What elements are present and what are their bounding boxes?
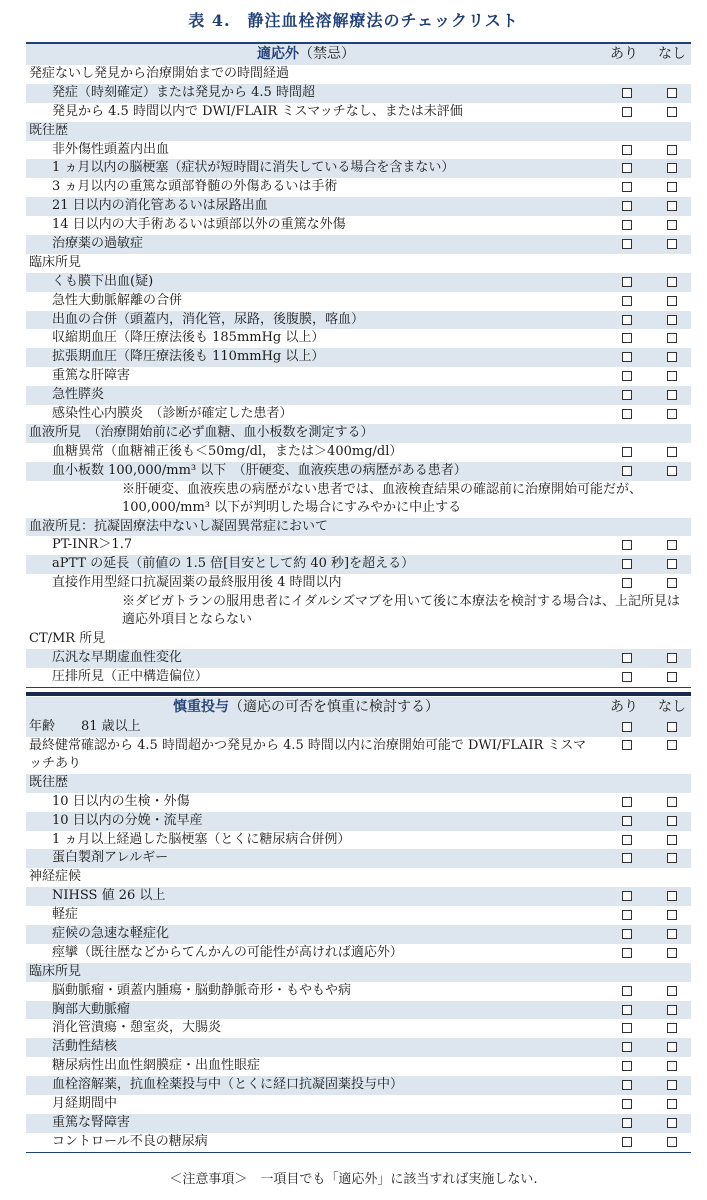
checkbox-yes[interactable] [622,333,632,343]
checkbox-no[interactable] [667,853,677,863]
item-label: 10 日以内の生検・外傷 [52,793,190,809]
category-row [26,868,691,887]
checkbox-no[interactable] [667,578,677,588]
checkbox-yes[interactable] [622,853,632,863]
checkbox-yes[interactable] [622,1061,632,1071]
section-header [26,44,691,65]
item-label: 糖尿病性出血性網膜症・出血性眼症 [52,1058,261,1074]
checklist-item [26,536,691,555]
category-row [26,518,691,537]
checkbox-no[interactable] [667,182,677,192]
checkbox-no[interactable] [667,1061,677,1071]
item-label: 21 日以内の消化管あるいは尿路出血 [52,198,268,214]
checkbox-no[interactable] [667,107,677,117]
item-label: 蛋白製剤アレルギー [52,850,169,866]
checklist-item [26,1076,691,1095]
checklist-item [26,1019,691,1038]
item-label: CT/MR 所見 [29,631,106,647]
checklist-item [26,386,691,405]
checkbox-yes[interactable] [622,315,632,325]
checklist-item [26,1001,691,1020]
checkbox-no[interactable] [667,163,677,173]
checkbox-yes[interactable] [622,447,632,457]
section-heading-strong: 慎重投与 [173,699,229,715]
item-label: 急性大動脈解離の合併 [52,292,183,308]
item-label: PT-INR＞1.7 [52,537,133,553]
checklist-item [26,1095,691,1114]
checkbox-yes[interactable] [622,1005,632,1015]
note-row [26,593,691,630]
checklist-item [26,462,691,481]
checkbox-yes[interactable] [622,1118,632,1128]
checkbox-no[interactable] [667,891,677,901]
item-label: 血小板数 100,000/mm³ 以下 （肝硬変、血液疾患の病歴がある患者） [52,462,467,478]
item-label: コントロール不良の糖尿病 [52,1133,208,1149]
checkbox-no[interactable] [667,1080,677,1090]
item-label: 治療薬の過敏症 [52,236,144,252]
category-row [26,424,691,443]
item-label: 臨床所見 [29,963,82,979]
checkbox-yes[interactable] [622,986,632,996]
checkbox-no[interactable] [667,333,677,343]
checkbox-yes[interactable] [622,296,632,306]
checklist-item [26,84,691,103]
checkbox-no[interactable] [667,277,677,287]
checkbox-yes[interactable] [622,1042,632,1052]
item-label: 軽症 [52,907,79,923]
checkbox-no[interactable] [667,1042,677,1052]
checkbox-no[interactable] [667,409,677,419]
item-label: 症候の急速な軽症化 [52,926,170,942]
checklist-item [26,1038,691,1057]
checkbox-no[interactable] [667,447,677,457]
item-label: 収縮期血圧（降圧療法後も 185mmHg 以上） [52,330,325,346]
checklist-item [26,737,691,774]
item-label: 1 ヵ月以内の脳梗塞（症状が短時間に消失している場合を含まない） [52,160,455,176]
item-label: 血液所見 （治療開始前に必ず血糖、血小板数を測定する） [29,424,374,440]
item-label: 消化管潰瘍・憩室炎，大腸炎 [52,1020,222,1036]
checkbox-no[interactable] [667,929,677,939]
item-label: ※ダビガトランの服用患者にイダルシズマブを用いて後に本療法を検討する場合は、上記所見は適応外項目とならない [122,594,681,628]
checklist-item [26,718,691,737]
checklist-item [26,216,691,235]
checklist-item [26,1057,691,1076]
checklist-item [26,925,691,944]
item-label: 10 日以内の分娩・流早産 [52,812,203,828]
category-row [26,254,691,273]
item-label: 年齢 81 歳以上 [29,719,141,734]
checklist-item [26,443,691,462]
checkbox-yes[interactable] [622,578,632,588]
checkbox-yes[interactable] [622,653,632,663]
checkbox-yes[interactable] [622,816,632,826]
item-label: 出血の合併（頭蓋内，消化管，尿路，後腹膜，喀血） [52,311,365,327]
checklist-item [26,178,691,197]
footnote: ＜注意事項＞ 一項目でも「適応外」に該当すれば実施しない. [169,1172,538,1187]
checkbox-yes[interactable] [622,352,632,362]
checklist-item [26,103,691,122]
checklist-item [26,273,691,292]
checklist-item [26,141,691,160]
section-heading [26,697,586,718]
checkbox-no[interactable] [667,910,677,920]
column-header-yes: あり [610,46,638,62]
checkbox-no[interactable] [667,88,677,98]
item-label: 脳動脈瘤・頭蓋内腫瘍・脳動静脈奇形・もやもや病 [52,982,352,998]
checkbox-no[interactable] [667,1137,677,1147]
checkbox-no[interactable] [667,540,677,550]
section-heading-note: （適応の可否を慎重に検討する） [229,699,439,715]
note-row [26,481,691,518]
item-label: 血糖異常（血糖補正後も＜50mg/dl，または＞400mg/dl） [52,443,403,459]
item-label: 胸部大動脈瘤 [52,1001,131,1017]
checklist-item [26,235,691,254]
checkbox-no[interactable] [667,201,677,211]
checklist-item [26,292,691,311]
checkbox-no[interactable] [667,653,677,663]
item-label: 直接作用型経口抗凝固薬の最終服用後 4 時間以内 [52,575,342,591]
category-row [26,630,691,649]
checklist-item [26,197,691,216]
checkbox-yes[interactable] [622,277,632,287]
checkbox-no[interactable] [667,1118,677,1128]
checkbox-no[interactable] [667,986,677,996]
checklist-item [26,311,691,330]
item-label: 1 ヵ月以上経過した脳梗塞（とくに糖尿病合併例） [52,831,351,847]
category-row [26,774,691,793]
checkbox-no[interactable] [667,315,677,325]
checklist-item [26,944,691,963]
checklist-item [26,367,691,386]
checkbox-yes[interactable] [622,145,632,155]
item-label: 既往歴 [29,122,69,138]
checklist-item [26,405,691,424]
checkbox-yes[interactable] [622,390,632,400]
item-label: 最終健常確認から 4.5 時間超かつ発見から 4.5 時間以内に治療開始可能で DWI/FLAIR ミスマッチあり [29,737,587,771]
checkbox-no[interactable] [667,948,677,958]
checklist-item [26,831,691,850]
checkbox-no[interactable] [667,296,677,306]
checkbox-no[interactable] [667,1005,677,1015]
item-label: 感染性心内膜炎 （診断が確定した患者） [52,406,293,422]
column-header-no: なし [658,46,686,62]
checkbox-yes[interactable] [622,1099,632,1109]
checkbox-yes[interactable] [622,1023,632,1033]
checklist-item [26,574,691,593]
checkbox-no[interactable] [667,722,677,732]
checklist-item [26,159,691,178]
checkbox-yes[interactable] [622,371,632,381]
checklist-item [26,849,691,868]
checkbox-yes[interactable] [622,740,632,750]
checkbox-no[interactable] [667,835,677,845]
item-label: 重篤な腎障害 [52,1114,131,1130]
checkbox-yes[interactable] [622,409,632,419]
item-label: aPTT の延長（前値の 1.5 倍[目安として約 40 秒]を超える） [52,556,415,572]
column-header-yes: あり [610,699,638,715]
checklist-item [26,812,691,831]
checklist-item [26,329,691,348]
checkbox-yes[interactable] [622,672,632,682]
checklist-item [26,1114,691,1133]
checkbox-yes[interactable] [622,797,632,807]
checkbox-yes[interactable] [622,239,632,249]
item-label: 拡張期血圧（降圧療法後も 110mmHg 以上） [52,349,325,365]
item-label: 神経症候 [29,869,82,885]
checkbox-no[interactable] [667,352,677,362]
checkbox-yes[interactable] [622,722,632,732]
checkbox-no[interactable] [667,1099,677,1109]
checkbox-yes[interactable] [622,466,632,476]
item-label: 月経期間中 [52,1096,118,1112]
checkbox-no[interactable] [667,797,677,807]
item-label: 発症（時刻確定）または発見から 4.5 時間超 [52,84,315,100]
item-label: 3 ヵ月以内の重篤な頭部脊髄の外傷あるいは手術 [52,179,338,195]
checkbox-yes[interactable] [622,910,632,920]
checkbox-no[interactable] [667,559,677,569]
checklist-item [26,982,691,1001]
checklist-item [26,649,691,668]
item-label: 重篤な肝障害 [52,368,131,384]
checkbox-no[interactable] [667,239,677,249]
checkbox-no[interactable] [667,371,677,381]
item-label: 血栓溶解薬，抗血栓薬投与中（とくに経口抗凝固薬投与中） [52,1077,404,1093]
checkbox-yes[interactable] [622,1080,632,1090]
checkbox-yes[interactable] [622,163,632,173]
checkbox-yes[interactable] [622,88,632,98]
checkbox-no[interactable] [667,466,677,476]
item-label: 発症ないし発見から治療開始までの時間経過 [29,66,290,81]
checkbox-yes[interactable] [622,201,632,211]
table-title: 表 4. 静注血栓溶解療法のチェックリスト [188,11,519,30]
item-label: ※肝硬変、血液疾患の病歴がない患者では、血液検査結果の確認前に治療開始可能だが、100,000/mm³ 以下が判明した場合にすみやかに中止する [122,481,643,515]
contraindication-rows [26,65,691,687]
item-label: 非外傷性頭蓋内出血 [52,141,170,157]
checkbox-yes[interactable] [622,182,632,192]
top-rule-thick [26,692,691,696]
item-label: 圧排所見（正中構造偏位） [52,668,209,684]
checklist-item [26,887,691,906]
checkbox-no[interactable] [667,220,677,230]
column-header-no: なし [658,699,686,715]
checkbox-yes[interactable] [622,107,632,117]
item-label: くも膜下出血(疑) [52,273,154,289]
checkbox-yes[interactable] [622,948,632,958]
checklist-item [26,555,691,574]
checkbox-no[interactable] [667,816,677,826]
checkbox-yes[interactable] [622,559,632,569]
section-heading [26,44,586,65]
item-label: 血液所見：抗凝固療法中ないし凝固異常症において [29,518,329,534]
checklist-item [26,906,691,925]
category-row [26,122,691,141]
caution-section [26,692,691,1153]
item-label: 発見から 4.5 時間以内で DWI/FLAIR ミスマッチなし、または未評価 [52,103,463,119]
item-label: 既往歴 [29,774,69,790]
checkbox-yes[interactable] [622,835,632,845]
item-label: NIHSS 値 26 以上 [52,888,166,904]
contraindication-section [26,42,691,688]
checkbox-yes[interactable] [622,891,632,901]
section-heading-note: （禁忌） [299,46,355,62]
checkbox-yes[interactable] [622,540,632,550]
checkbox-no[interactable] [667,145,677,155]
bottom-rule [26,1152,691,1153]
bottom-rule [26,687,691,688]
item-label: 活動性結核 [52,1039,118,1055]
checklist-item [26,348,691,367]
section-header [26,697,691,718]
checkbox-no[interactable] [667,740,677,750]
item-label: 14 日以内の大手術あるいは頭部以外の重篤な外傷 [52,217,346,233]
checkbox-yes[interactable] [622,220,632,230]
checkbox-no[interactable] [667,1023,677,1033]
item-label: 臨床所見 [29,254,82,270]
checkbox-no[interactable] [667,390,677,400]
checkbox-no[interactable] [667,672,677,682]
item-label: 急性膵炎 [52,387,105,403]
category-row [26,963,691,982]
checklist-item [26,1133,691,1152]
checkbox-yes[interactable] [622,1137,632,1147]
checkbox-yes[interactable] [622,929,632,939]
category-row [26,65,691,84]
section-heading-strong: 適応外 [257,46,299,62]
caution-rows [26,718,691,1152]
item-label: 痙攣（既往歴などからてんかんの可能性が高ければ適応外） [52,944,403,960]
checklist-item [26,668,691,687]
item-label: 広汎な早期虚血性変化 [52,650,183,666]
checklist-item [26,793,691,812]
